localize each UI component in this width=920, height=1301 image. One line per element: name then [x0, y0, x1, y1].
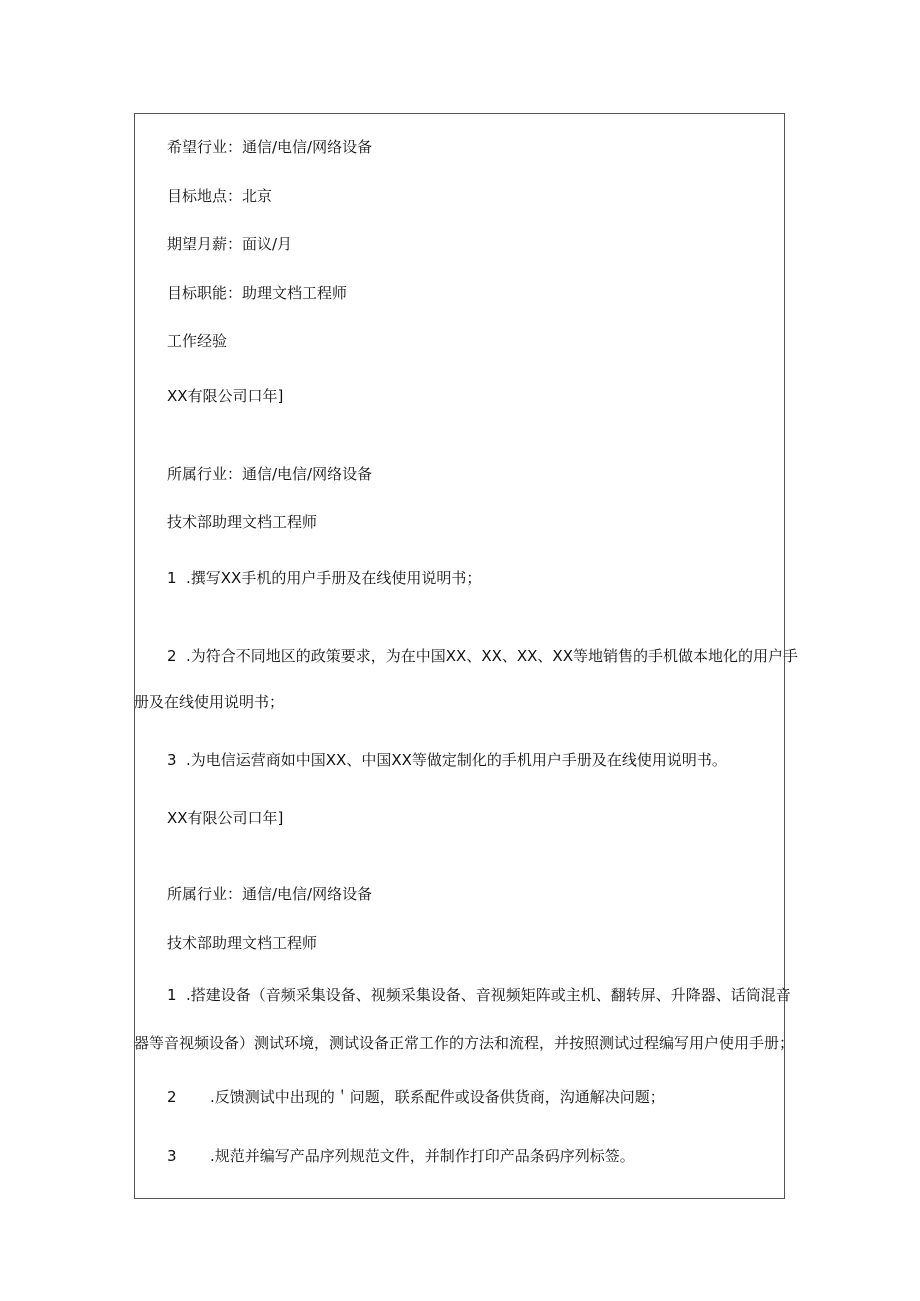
target-position: 目标职能：助理文档工程师	[167, 284, 348, 302]
job-1-item-2-text: .为符合不同地区的政策要求，为在中国XX、XX、XX、XX等地销售的手机做本地化的用户手	[186, 647, 798, 665]
expected-salary: 期望月薪：面议/月	[167, 235, 293, 253]
job-1-item-1-text: .撰写XX手机的用户手册及在线使用说明书；	[186, 569, 482, 587]
job-2-item-1-number: 1	[167, 986, 177, 1004]
job-2-item-1-text-continued: 器等音视频设备）测试环境，测试设备正常工作的方法和流程，并按照测试过程编写用户使用手册；	[134, 1034, 795, 1052]
job-2-item-3-text: .规范并编写产品序列规范文件，并制作打印产品条码序列标签。	[210, 1147, 635, 1165]
job-2-industry: 所属行业：通信/电信/网络设备	[167, 885, 373, 903]
job-1-role: 技术部助理文档工程师	[167, 513, 318, 531]
job-1-item-3-number: 3	[167, 751, 177, 769]
job-1-company: XX有限公司口年]	[167, 387, 284, 405]
target-location: 目标地点：北京	[167, 187, 273, 205]
job-2-item-2-number: 2	[167, 1088, 177, 1106]
desired-industry: 希望行业：通信/电信/网络设备	[167, 138, 373, 156]
section-title-work-experience: 工作经验	[167, 332, 228, 350]
job-2-item-2-text: .反馈测试中出现的＇问题，联系配件或设备供货商，沟通解决问题；	[210, 1088, 665, 1106]
job-1-item-1-number: 1	[167, 569, 177, 587]
job-1-item-2-number: 2	[167, 647, 177, 665]
job-2-role: 技术部助理文档工程师	[167, 934, 318, 952]
job-2-item-1-text: .搭建设备（音频采集设备、视频采集设备、音视频矩阵或主机、翻转屏、升降器、话筒混音	[186, 986, 791, 1004]
job-1-item-2-text-continued: 册及在线使用说明书；	[134, 693, 285, 711]
job-2-company: XX有限公司口年]	[167, 809, 284, 827]
job-2-item-3-number: 3	[167, 1147, 177, 1165]
job-1-industry: 所属行业：通信/电信/网络设备	[167, 465, 373, 483]
job-1-item-3-text: .为电信运营商如中国XX、中国XX等做定制化的手机用户手册及在线使用说明书。	[186, 751, 727, 769]
